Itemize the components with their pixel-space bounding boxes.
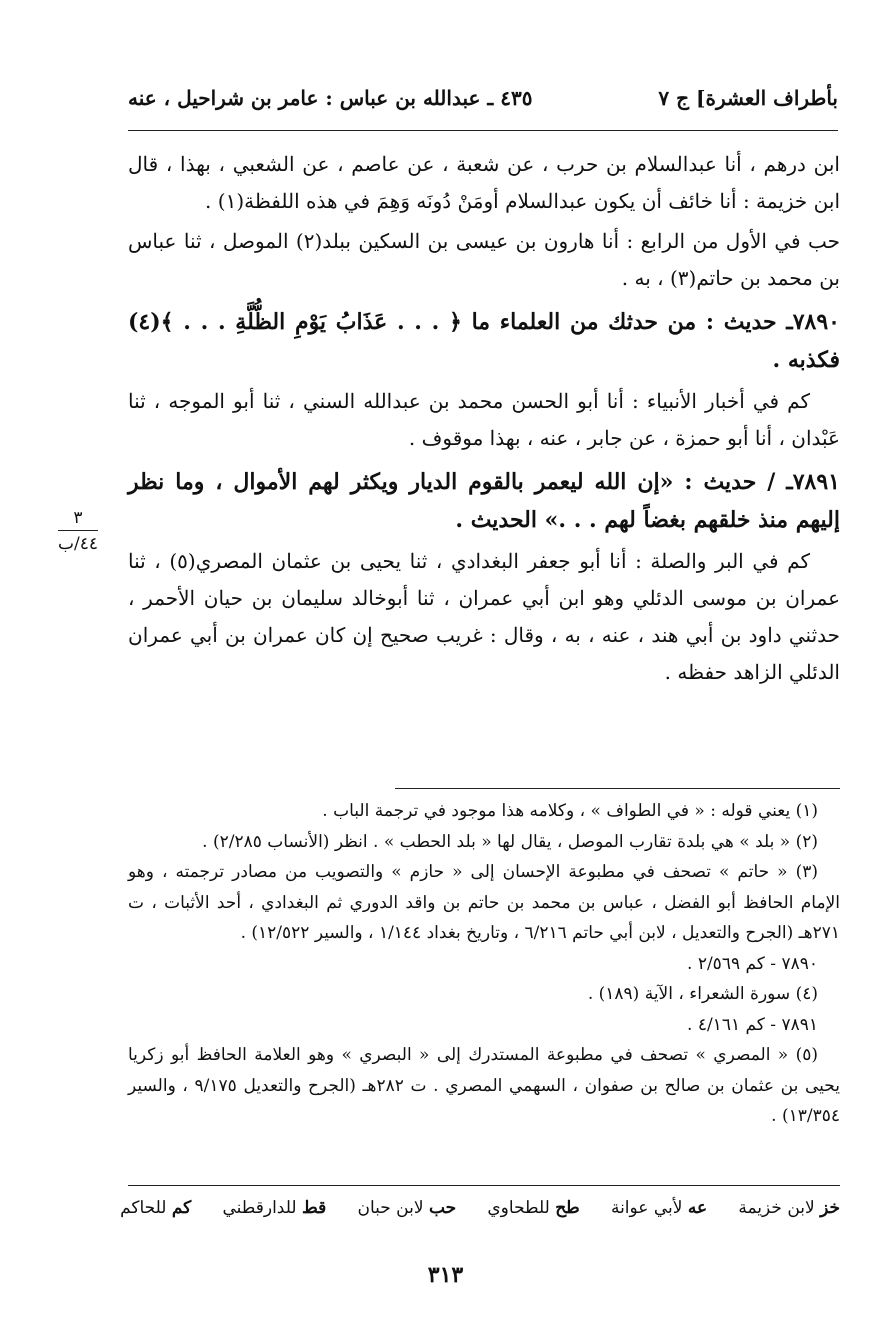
abbreviation-key xyxy=(120,1198,840,1218)
folio-divider xyxy=(58,530,98,531)
hadith-number: ٧٨٩١ xyxy=(792,469,840,495)
footnote-2: (٢) « بلد » هي بلدة تقارب الموصل ، يقال لها « بلد الحطب » . انظر (الأنساب ٢/٢٨٥) . xyxy=(202,831,818,852)
folio-reference: ٤٤/ب xyxy=(58,534,98,554)
footnotes xyxy=(128,796,840,1132)
abbrev-code: عه xyxy=(687,1198,708,1218)
abbrev-item xyxy=(611,1198,707,1218)
footnote-1: (١) يعني قوله : « في الطواف » ، وكلامه هذا موجود في ترجمة الباب . xyxy=(322,801,818,821)
manuscript-folio-note xyxy=(52,508,104,555)
paragraph-chain-3: كم في أخبار الأنبياء : أنا أبو الحسن محمد بن عبدالله السني ، ثنا أبو الموجه ، ثنا عَبْدان ، أنا أبو حمزة ، عن جابر ، عنه ، بهذا موقوف . xyxy=(128,389,840,450)
abbrev-name: للحاكم xyxy=(120,1198,167,1218)
footnote-rule xyxy=(395,788,840,789)
book-title: بأطراف العشرة] ج ٧ xyxy=(658,86,838,110)
chapter-title: ٤٣٥ ـ عبدالله بن عباس : عامر بن شراحيل ، عنه xyxy=(128,86,533,110)
paragraph-chain-2: حب في الأول من الرابع : أنا هارون بن عيسى بن السكين ببلد(٢) الموصل ، ثنا عباس بن محمد بن حاتم(٣) ، به . xyxy=(128,229,840,290)
hadith-number: ٧٨٩٠ xyxy=(792,309,840,335)
abbrev-code: خز xyxy=(820,1198,840,1218)
footnote-5: (٥) « المصري » تصحف في مطبوعة المستدرك إلى « البصري » وهو العلامة الحافظ أبو زكريا يحيى بن عثمان بن صالح بن صفوان ، السهمي المصري . ت ٢٨٢هـ (الجرح والتعديل ٩/١٧٥ ، والسير ١٣/٣٥٤) . xyxy=(128,1045,840,1126)
main-text xyxy=(128,146,840,694)
abbrev-item xyxy=(223,1198,327,1218)
hadith-7891 xyxy=(128,463,840,539)
folio-volume: ٣ xyxy=(73,508,83,528)
abbrev-code: طح xyxy=(555,1198,580,1218)
header-rule xyxy=(128,130,838,131)
abbrev-code: قط xyxy=(301,1198,327,1218)
footnote-3: (٣) « حاتم » تصحف في مطبوعة الإحسان إلى « حازم » والتصويب من مصادر ترجمته ، وهو الإمام الحافظ أبو الفضل ، عباس بن محمد بن حاتم بن واقد الدوري ثم البغدادي ، أحد الأثبات ، ت ٢٧١هـ (الجرح والتعديل ، لابن أبي حاتم ٦/٢١٦ ، وتاريخ بغداد ١/١٤٤ ، والسير ١٢/٥٢٢) . xyxy=(128,862,840,943)
abbrev-item xyxy=(120,1198,191,1218)
abbrev-item xyxy=(487,1198,579,1218)
hadith-text: ـ حديث : من حدثك من العلماء ما ﴿ . . . عَذَابُ يَوْمِ الظُّلَّةِ . . . ﴾(٤) فكذبه . xyxy=(128,309,840,373)
abbrev-code: حب xyxy=(428,1198,457,1218)
abbrev-name: لابن خزيمة xyxy=(738,1198,815,1218)
paragraph-chain-1: ابن درهم ، أنا عبدالسلام بن حرب ، عن شعبة ، عن عاصم ، عن الشعبي ، بهذا ، قال ابن خزيمة : أنا خائف أن يكون عبدالسلام أومَنْ دُونَه وَهِمَ في هذه اللفظة(١) . xyxy=(128,152,840,213)
abbrev-name: لأبي عوانة xyxy=(610,1198,683,1218)
hadith-7890 xyxy=(128,303,840,379)
running-header xyxy=(128,86,838,122)
footnote-4: (٤) سورة الشعراء ، الآية (١٨٩) . xyxy=(587,984,818,1004)
hadith-text: ـ / حديث : «إن الله ليعمر بالقوم الديار ويكثر لهم الأموال ، وما نظر إليهم منذ خلقهم بغضاً لهم . . .» الحديث . xyxy=(128,469,840,533)
footnote-ref-7891: ٧٨٩١ - كم ٤/١٦١ . xyxy=(687,1014,818,1035)
abbrev-name: لابن حبان xyxy=(357,1198,424,1218)
page-number: ٣١٣ xyxy=(427,1262,464,1288)
abbrev-code: كم xyxy=(171,1198,192,1218)
bottom-rule xyxy=(128,1185,840,1186)
abbrev-item xyxy=(738,1198,840,1218)
paragraph-chain-4: كم في البر والصلة : أنا أبو جعفر البغدادي ، ثنا يحيى بن عثمان المصري(٥) ، ثنا عمران بن موسى الدئلي وهو ابن أبي عمران ، ثنا أبوخالد سليمان بن حيان الأحمر ، حدثني داود بن أبي هند ، عنه ، به ، وقال : غريب صحيح إن كان عمران بن أبي عمران الدئلي الزاهد حفظه . xyxy=(128,549,840,684)
abbrev-name: للدارقطني xyxy=(222,1198,297,1218)
abbrev-name: للطحاوي xyxy=(487,1198,550,1218)
footnote-ref-7890: ٧٨٩٠ - كم ٢/٥٦٩ . xyxy=(687,953,818,974)
abbrev-item xyxy=(357,1198,456,1218)
